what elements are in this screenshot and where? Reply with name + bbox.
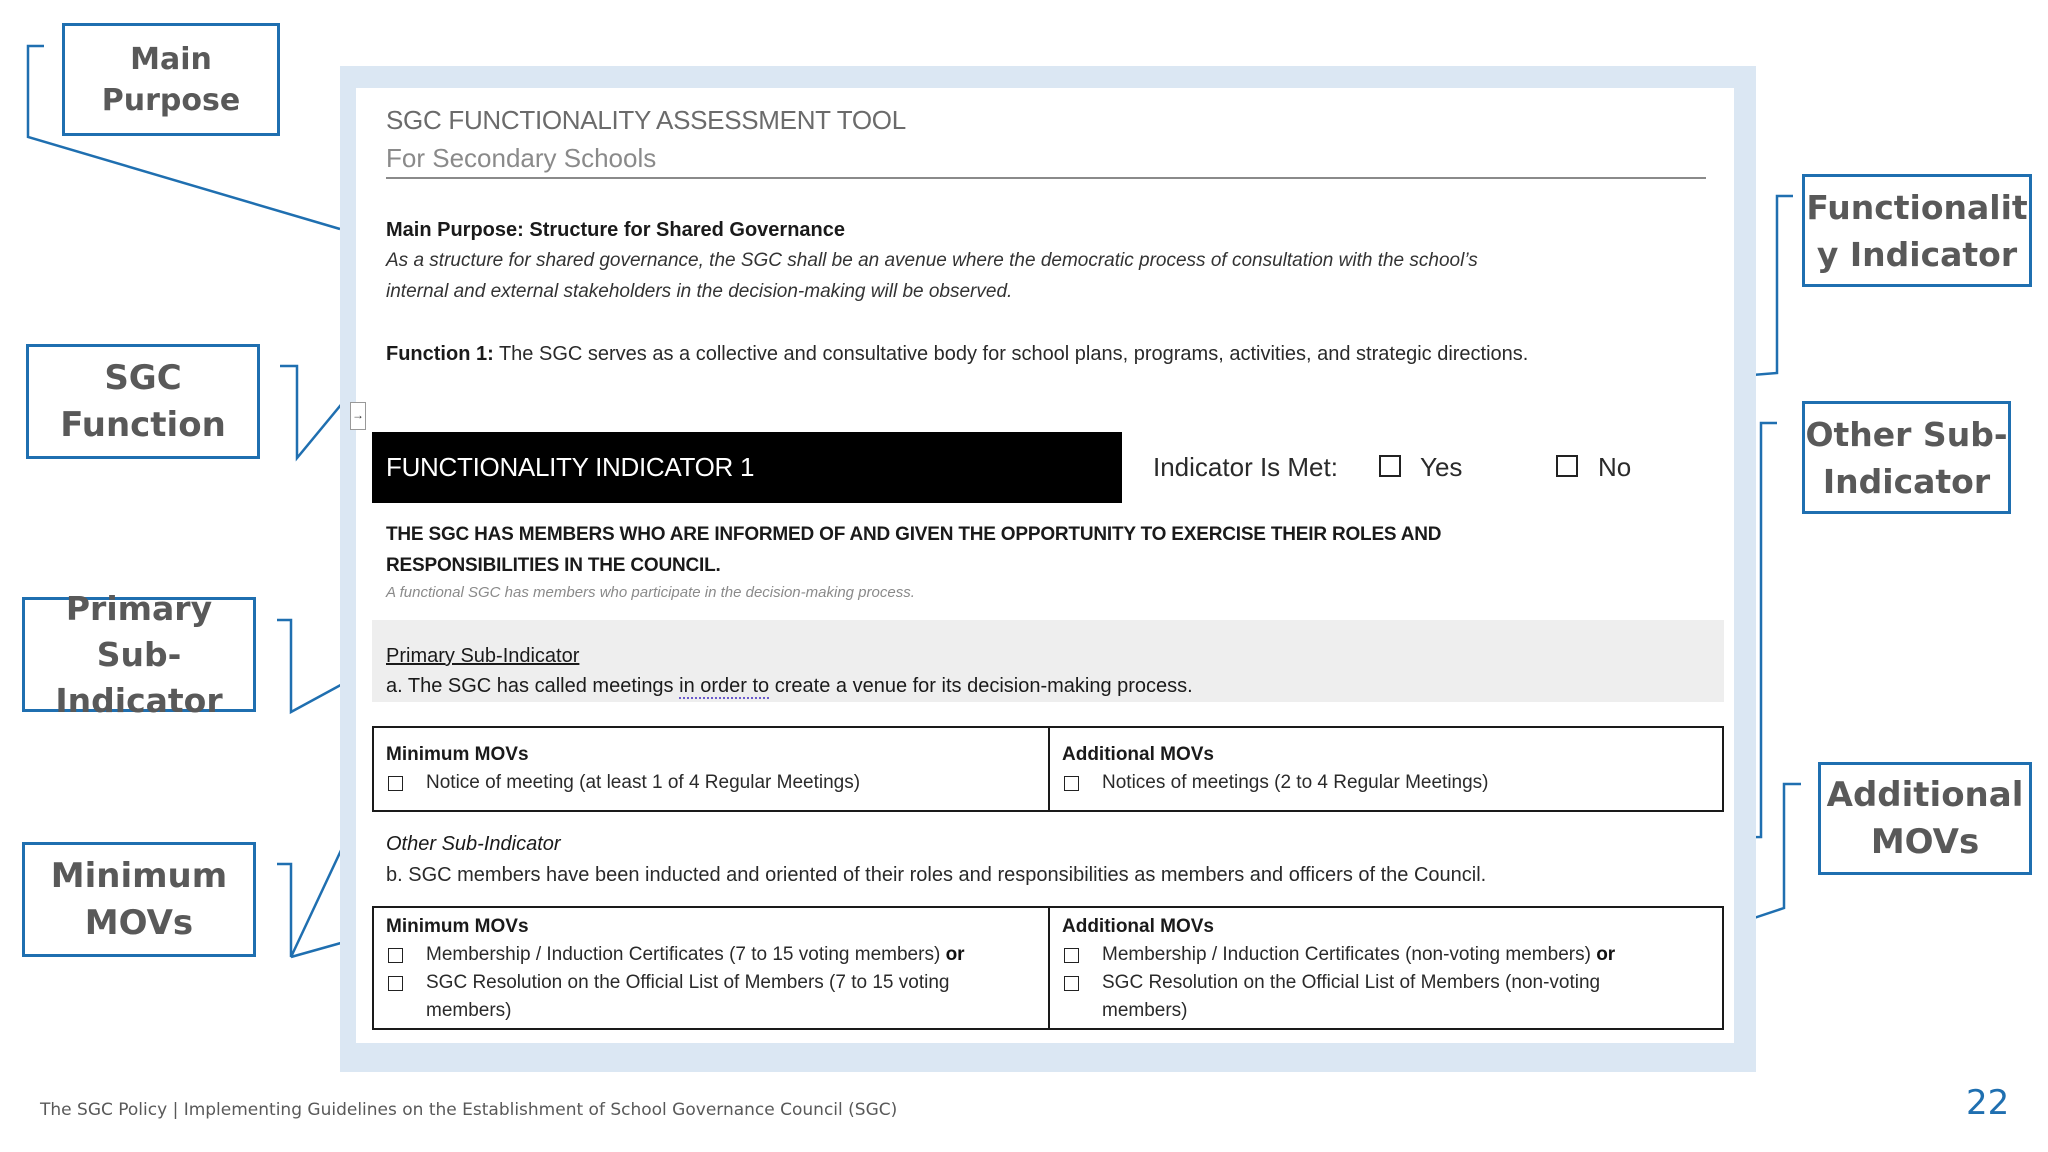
main-purpose-line1: As a structure for shared governance, the SGC shall be an avenue where the democratic process of consultation with the school’s [386,250,1478,271]
functionality-indicator-label: FUNCTIONALITY INDICATOR 1 [386,452,755,482]
mov-checkbox[interactable] [1064,776,1079,791]
mov-item: Notice of meeting (at least 1 of 4 Regular Meetings) [426,772,861,793]
function-label: Function 1: [386,343,494,365]
main-purpose-label: Main Purpose: Structure for Shared Governance [386,219,845,241]
primary-sub-indicator-text: a. The SGC has called meetings in order to create a venue for its decision-making process. [386,675,1193,697]
minimum-movs-heading: Minimum MOVs [386,916,529,937]
spellcheck-underline-text: in order to [679,675,770,697]
mov-checkbox[interactable] [1064,976,1079,991]
other-sub-indicator-callout: Other Sub- Indicator [1802,401,2011,514]
document-page [352,88,1734,1043]
mov-table-primary [372,726,1724,812]
other-sub-indicator-text: b. SGC members have been inducted and oriented of their roles and responsibilities as members and officers of the Council. [386,864,1487,886]
mov-item: SGC Resolution on the Official List of Members (7 to 15 voting [426,972,950,993]
additional-movs-column [1050,908,1724,1028]
mov-item: Notices of meetings (2 to 4 Regular Meetings) [1102,772,1489,793]
indicator-no-checkbox[interactable] [1556,455,1578,477]
minimum-movs-heading: Minimum MOVs [386,744,529,765]
mov-checkbox[interactable] [1064,948,1079,963]
functionality-indicator-callout: Functionalit y Indicator [1802,174,2032,287]
functionality-indicator-bar [372,432,1122,503]
minimum-movs-callout: Minimum MOVs [22,842,256,957]
minimum-movs-column [374,908,1050,1028]
primary-sub-indicator-label: Primary Sub-Indicator [386,645,580,667]
indicator-note: A functional SGC has members who participate in the decision-making process. [386,584,915,601]
margin-marker-icon: → [350,402,366,430]
mov-item: Membership / Induction Certificates (non-voting members) or [1102,944,1616,965]
main-purpose-line2: internal and external stakeholders in the decision-making will be observed. [386,281,1013,302]
function-line [386,343,1528,366]
primary-sub-indicator-callout: Primary Sub- Indicator [22,597,256,712]
mov-item: SGC Resolution on the Official List of Members (non-voting [1102,972,1601,993]
mov-item-continued: members) [1102,1000,1188,1021]
indicator-yes-label: Yes [1420,452,1463,482]
other-sub-indicator-label: Other Sub-Indicator [386,833,561,855]
indicator-yes-checkbox[interactable] [1379,455,1401,477]
additional-movs-callout: Additional MOVs [1818,762,2032,875]
mov-item-continued: members) [426,1000,512,1021]
indicator-statement-line2: RESPONSIBILITIES IN THE COUNCIL. [386,555,721,576]
minimum-movs-column [374,728,1050,810]
doc-subtitle: For Secondary Schools [386,143,657,173]
additional-movs-heading: Additional MOVs [1062,744,1214,765]
function-text: The SGC serves as a collective and consultative body for school plans, programs, activities, and strategic directions. [498,343,1529,365]
mov-item: Membership / Induction Certificates (7 to 15 voting members) or [426,944,965,965]
title-rule [386,177,1706,179]
doc-title: SGC FUNCTIONALITY ASSESSMENT TOOL [386,105,906,135]
additional-movs-column [1050,728,1724,810]
main-purpose-callout: Main Purpose [62,23,280,136]
page-number: 22 [1966,1083,2010,1123]
additional-movs-heading: Additional MOVs [1062,916,1214,937]
indicator-no-label: No [1598,452,1632,482]
footer-text: The SGC Policy | Implementing Guidelines on the Establishment of School Governance Council (SGC) [40,1100,898,1120]
mov-checkbox[interactable] [388,976,403,991]
indicator-statement-line1: THE SGC HAS MEMBERS WHO ARE INFORMED OF AND GIVEN THE OPPORTUNITY TO EXERCISE THEIR ROLES AND [386,524,1442,545]
mov-checkbox[interactable] [388,776,403,791]
mov-checkbox[interactable] [388,948,403,963]
mov-table-other [372,906,1724,1030]
indicator-met-label: Indicator Is Met: [1153,452,1338,482]
sgc-function-callout: SGC Function [26,344,260,459]
